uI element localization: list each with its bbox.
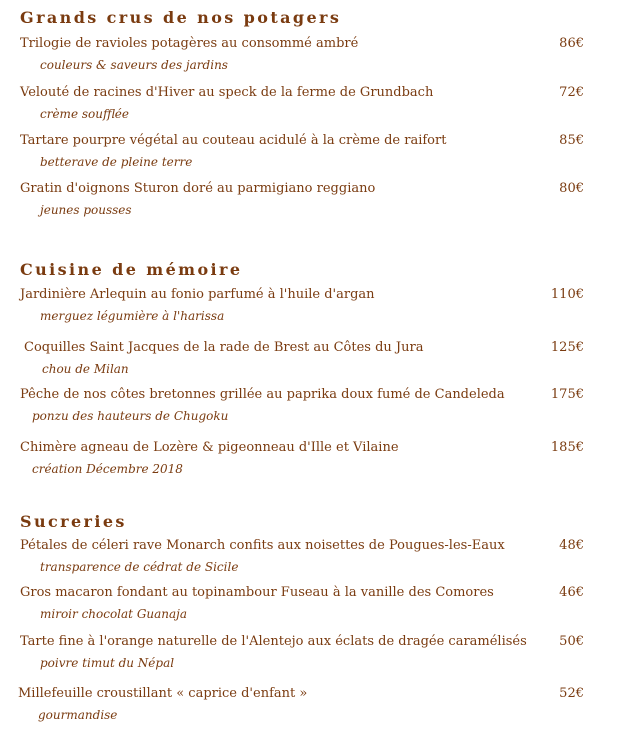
menu-item	[0, 340, 620, 382]
dish-name: Trilogie de ravioles potagères au consommé ambré	[20, 36, 359, 51]
section-title: Sucreries	[20, 512, 127, 531]
dish-name: Gratin d'oignons Sturon doré au parmigiano reggiano	[20, 181, 376, 196]
dish-name: Coquilles Saint Jacques de la rade de Brest au Côtes du Jura	[24, 340, 424, 355]
menu-item	[0, 538, 620, 580]
dish-price: 72€	[559, 85, 584, 100]
dish-price: 52€	[559, 686, 584, 701]
menu-item	[0, 387, 620, 429]
dish-name: Pêche de nos côtes bretonnes grillée au paprika doux fumé de Candeleda	[20, 387, 505, 402]
section-title: Grands crus de nos potagers	[20, 8, 342, 27]
dish-price: 110€	[550, 287, 584, 302]
dish-price: 175€	[550, 387, 584, 402]
dish-name: Velouté de racines d'Hiver au speck de la ferme de Grundbach	[20, 85, 434, 100]
dish-name: Tarte fine à l'orange naturelle de l'Alentejo aux éclats de dragée caramélisés	[20, 634, 527, 649]
dish-description: chou de Milan	[42, 362, 129, 376]
menu-item	[0, 181, 620, 223]
dish-price: 46€	[559, 585, 584, 600]
dish-name: Millefeuille croustillant « caprice d'enfant »	[18, 686, 308, 701]
dish-name: Gros macaron fondant au topinambour Fuseau à la vanille des Comores	[20, 585, 494, 600]
menu-item	[0, 440, 620, 482]
dish-name: Jardinière Arlequin au fonio parfumé à l'huile d'argan	[20, 287, 375, 302]
dish-price: 125€	[550, 340, 584, 355]
section-title: Cuisine de mémoire	[20, 260, 243, 279]
dish-description: création Décembre 2018	[32, 462, 183, 476]
dish-price: 185€	[550, 440, 584, 455]
dish-description: gourmandise	[38, 708, 118, 722]
dish-description: transparence de cédrat de Sicile	[40, 560, 239, 574]
dish-description: miroir chocolat Guanaja	[40, 607, 188, 621]
dish-description: couleurs & saveurs des jardins	[40, 58, 228, 72]
dish-price: 80€	[559, 181, 584, 196]
menu-item	[0, 133, 620, 175]
dish-description: ponzu des hauteurs de Chugoku	[32, 409, 229, 423]
dish-price: 48€	[559, 538, 584, 553]
menu-item	[0, 85, 620, 127]
menu-item	[0, 634, 620, 676]
dish-description: merguez légumière à l'harissa	[40, 309, 225, 323]
dish-price: 85€	[559, 133, 584, 148]
menu-item	[0, 686, 620, 728]
dish-description: betterave de pleine terre	[40, 155, 193, 169]
dish-name: Chimère agneau de Lozère & pigeonneau d'Ille et Vilaine	[20, 440, 399, 455]
dish-name: Pétales de céleri rave Monarch confits aux noisettes de Pougues-les-Eaux	[20, 538, 505, 553]
dish-description: poivre timut du Népal	[40, 656, 175, 670]
dish-description: crème soufflée	[40, 107, 129, 121]
dish-price: 50€	[559, 634, 584, 649]
dish-description: jeunes pousses	[40, 203, 132, 217]
menu-item	[0, 36, 620, 78]
menu-item	[0, 287, 620, 329]
dish-price: 86€	[559, 36, 584, 51]
dish-name: Tartare pourpre végétal au couteau acidulé à la crème de raifort	[20, 133, 447, 148]
menu-item	[0, 585, 620, 627]
